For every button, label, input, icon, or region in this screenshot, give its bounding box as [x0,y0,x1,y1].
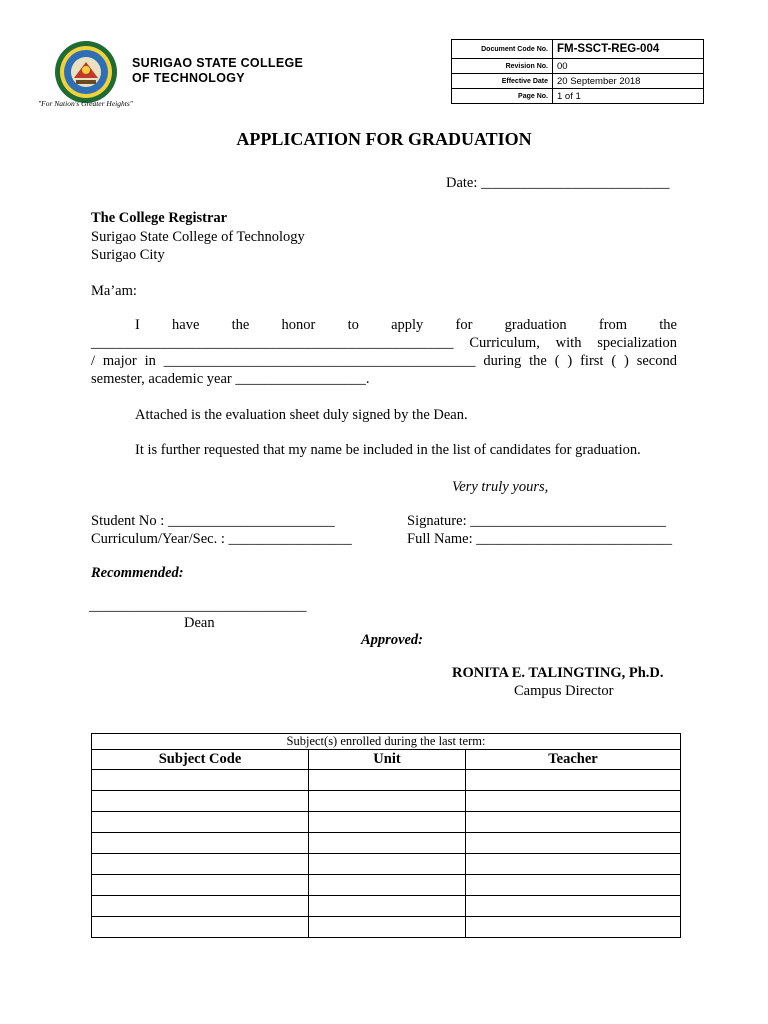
student-no-field[interactable]: Student No : _______________________ [91,513,335,529]
college-name [132,56,303,86]
doc-info-row [452,40,704,59]
subject-code-cell[interactable] [92,833,309,854]
addressee-line2: Surigao City [91,247,165,263]
subject-code-cell[interactable] [92,812,309,833]
unit-cell[interactable] [309,791,466,812]
subject-code-cell[interactable] [92,917,309,938]
header-subject-code: Subject Code [92,750,309,770]
approver-position: Campus Director [514,683,614,699]
body-paragraph-3: It is further requested that my name be included in the list of candidates for graduation. [135,442,641,458]
teacher-cell[interactable] [466,833,681,854]
doc-info-label: Document Code No. [452,40,553,59]
body-line-2[interactable]: __________________________________________________ Curriculum, with specialization [91,335,677,351]
curriculum-field[interactable]: Curriculum/Year/Sec. : _________________ [91,531,352,547]
doc-info-row [452,59,704,74]
date-field[interactable]: Date: __________________________ [446,175,670,191]
body-line-1: I have the honor to apply for graduation from the [135,317,677,333]
teacher-cell[interactable] [466,770,681,791]
doc-info-row [452,74,704,89]
table-row [92,896,681,917]
subject-code-cell[interactable] [92,896,309,917]
doc-info-label: Page No. [452,89,553,104]
body-line-3[interactable]: / major in ___________________________________________ during the ( ) first ( ) second [91,353,677,369]
unit-cell[interactable] [309,854,466,875]
doc-info-label: Effective Date [452,74,553,89]
full-name-field[interactable]: Full Name: ___________________________ [407,531,673,547]
header-teacher: Teacher [466,750,681,770]
subject-code-cell[interactable] [92,770,309,791]
teacher-cell[interactable] [466,875,681,896]
teacher-cell[interactable] [466,791,681,812]
page-title: APPLICATION FOR GRADUATION [236,129,532,149]
college-name-line2: OF TECHNOLOGY [132,71,245,85]
subject-code-cell[interactable] [92,875,309,896]
unit-cell[interactable] [309,896,466,917]
table-row [92,875,681,896]
dean-signature-line[interactable]: ______________________________ [89,598,307,614]
teacher-cell[interactable] [466,896,681,917]
approver-name: RONITA E. TALINGTING, Ph.D. [452,665,664,681]
table-row [92,791,681,812]
doc-info-row [452,89,704,104]
subject-code-cell[interactable] [92,854,309,875]
teacher-cell[interactable] [466,854,681,875]
document-info-table [451,39,704,104]
unit-cell[interactable] [309,875,466,896]
unit-cell[interactable] [309,833,466,854]
doc-info-value: 00 [553,59,704,74]
addressee-name: The College Registrar [91,210,228,226]
subjects-table [91,733,681,938]
doc-info-value: 1 of 1 [553,89,704,104]
salutation: Ma’am: [91,283,137,299]
table-row [92,812,681,833]
doc-info-value: 20 September 2018 [553,74,704,89]
table-row [92,770,681,791]
subject-code-cell[interactable] [92,791,309,812]
unit-cell[interactable] [309,770,466,791]
recommended-label: Recommended: [91,565,184,581]
signature-field[interactable]: Signature: ___________________________ [407,513,666,529]
doc-info-value: FM-SSCT-REG-004 [553,40,704,59]
unit-cell[interactable] [309,812,466,833]
college-seal-logo [54,40,118,104]
dean-label: Dean [184,615,215,631]
doc-info-label: Revision No. [452,59,553,74]
addressee-line1: Surigao State College of Technology [91,229,305,245]
closing: Very truly yours, [452,479,549,495]
table-row [92,833,681,854]
body-line-4[interactable]: semester, academic year __________________. [91,371,370,387]
teacher-cell[interactable] [466,917,681,938]
college-motto: "For Nation's Greater Heights" [38,99,133,108]
college-name-line1: SURIGAO STATE COLLEGE [132,56,304,70]
table-row [92,917,681,938]
body-paragraph-2: Attached is the evaluation sheet duly signed by the Dean. [135,407,468,423]
header-unit: Unit [309,750,466,770]
approved-label: Approved: [361,632,424,648]
unit-cell[interactable] [309,917,466,938]
subjects-table-body [92,770,681,938]
table-row [92,854,681,875]
subjects-table-caption: Subject(s) enrolled during the last term: [92,734,681,750]
teacher-cell[interactable] [466,812,681,833]
